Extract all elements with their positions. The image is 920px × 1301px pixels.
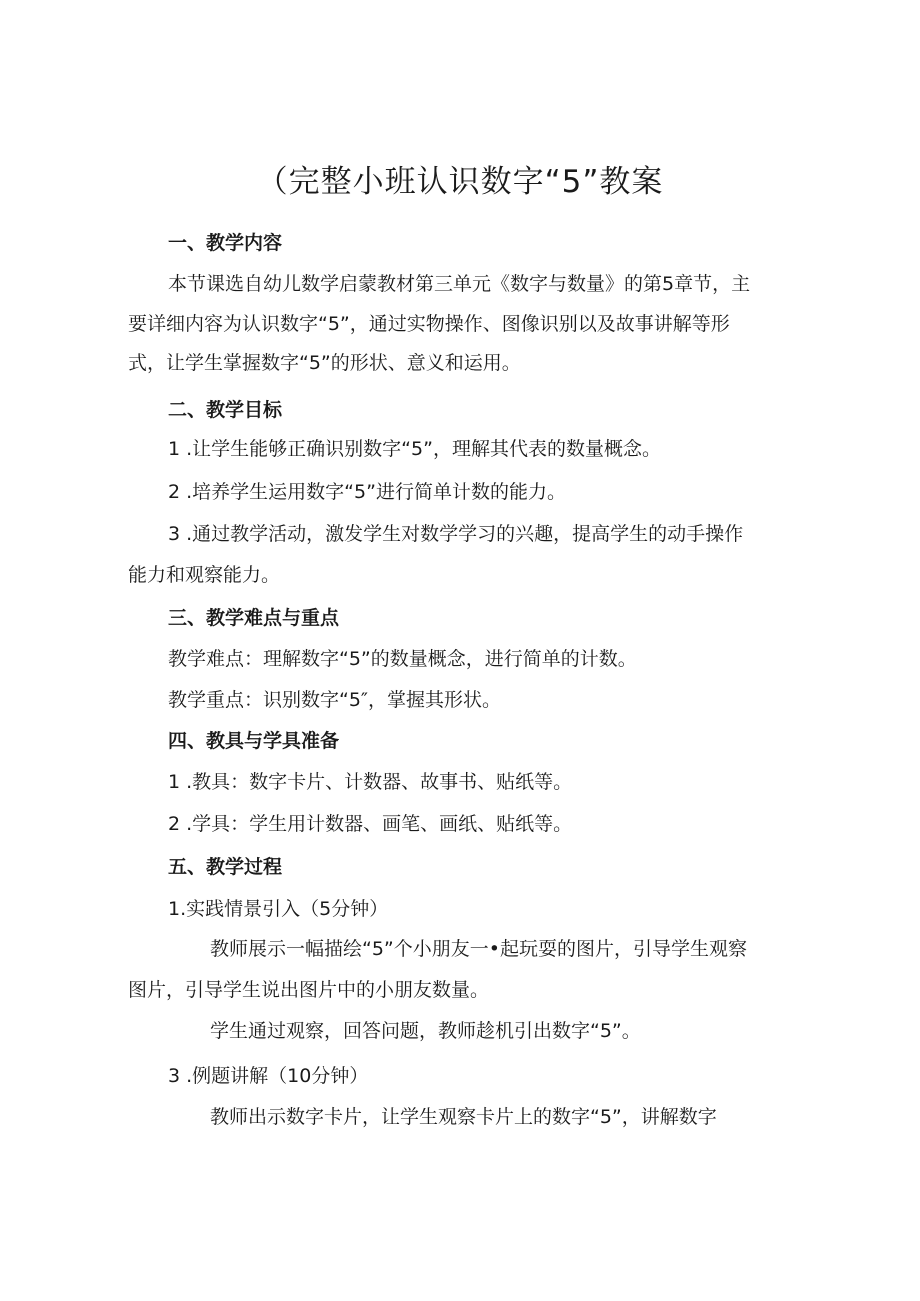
paragraph-line: 3 .通过教学活动，激发学生对数学学习的兴趣，提高学生的动手操作 — [168, 523, 744, 545]
paragraph-line: 2 .培养学生运用数字“5”进行简单计数的能力。 — [168, 481, 566, 503]
section-heading-process: 五、教学过程 — [168, 856, 283, 878]
paragraph-line: 1 .教具：数字卡片、计数器、故事书、贴纸等。 — [168, 771, 573, 793]
section-heading-materials: 四、教具与学具准备 — [168, 730, 340, 752]
paragraph-line: 学生通过观察，回答问题，教师趁机引出数字“5”。 — [210, 1020, 641, 1042]
paragraph-line: 式，让学生掌握数字“5”的形状、意义和运用。 — [128, 352, 521, 374]
paragraph-line: 图片，引导学生说出图片中的小朋友数量。 — [128, 979, 490, 1001]
paragraph-line: 教学难点：理解数字“5”的数量概念，进行简单的计数。 — [168, 648, 637, 670]
document-title: （完整小班认识数字“5”教案 — [256, 164, 664, 200]
section-heading-goals: 二、教学目标 — [168, 399, 283, 421]
paragraph-line: 要详细内容为认识数字“5”，通过实物操作、图像识别以及故事讲解等形 — [128, 313, 730, 335]
paragraph-line: 1.实践情景引入（5分钟） — [168, 898, 389, 920]
paragraph-line: 2 .学具：学生用计数器、画笔、画纸、贴纸等。 — [168, 813, 573, 835]
paragraph-line: 1 .让学生能够正确识别数字“5”，理解其代表的数量概念。 — [168, 438, 661, 460]
section-heading-key-points: 三、教学难点与重点 — [168, 607, 340, 629]
paragraph-line: 教师出示数字卡片，让学生观察卡片上的数字“5”，讲解数字 — [210, 1106, 717, 1128]
paragraph-line: 3 .例题讲解（10分钟） — [168, 1065, 369, 1087]
paragraph-line: 本节课选自幼儿数学启蒙教材第三单元《数字与数量》的第5章节，主 — [168, 273, 751, 295]
paragraph-line: 教学重点：识别数字“5″，掌握其形状。 — [168, 689, 502, 711]
paragraph-line: 教师展示一幅描绘“5”个小朋友一•起玩耍的图片，引导学生观察 — [210, 938, 747, 960]
paragraph-line: 能力和观察能力。 — [128, 564, 281, 586]
section-heading-content: 一、教学内容 — [168, 232, 283, 254]
